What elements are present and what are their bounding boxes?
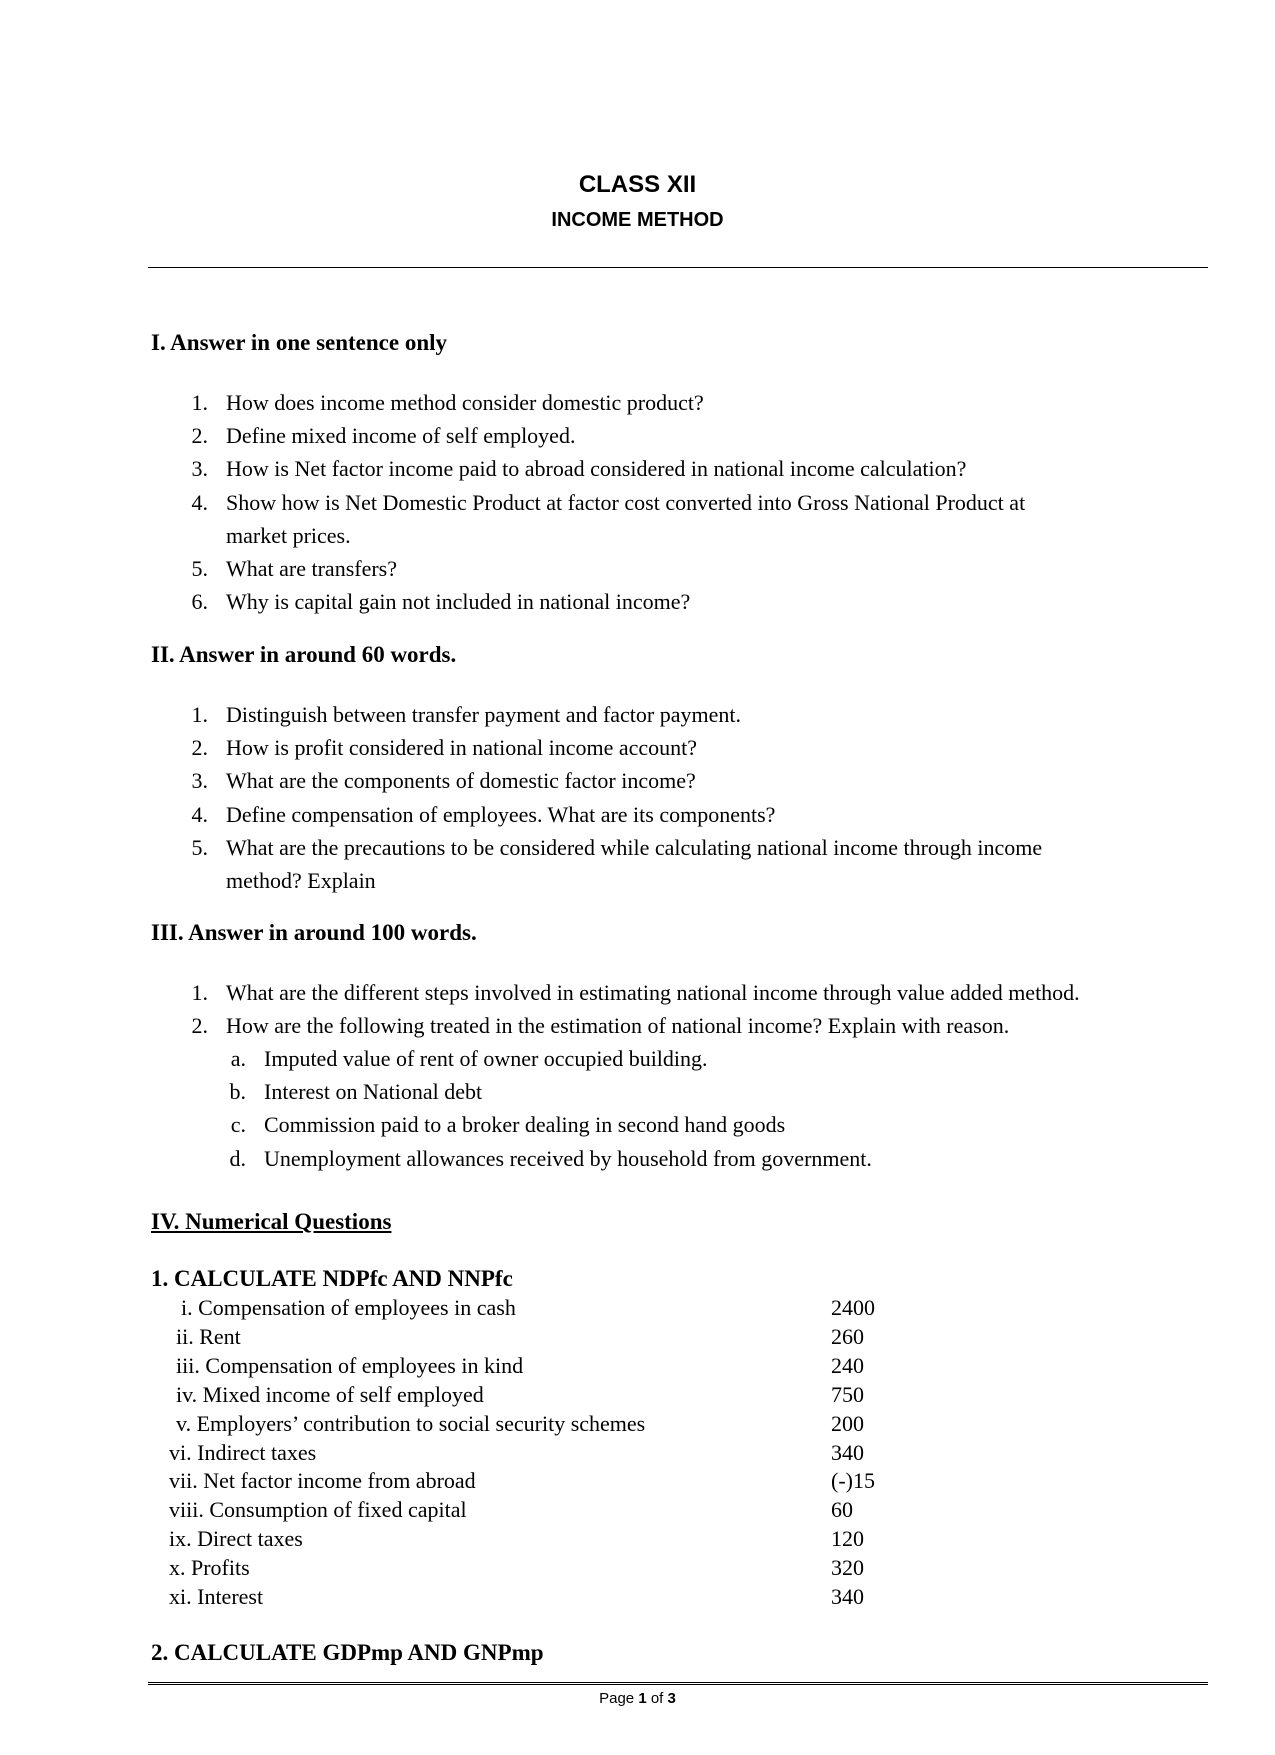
question-number: 6. bbox=[191, 589, 208, 615]
numeric-item-value: 240 bbox=[831, 1352, 864, 1378]
sub-item-text: Imputed value of rent of owner occupied building. bbox=[264, 1046, 708, 1071]
footer-rule bbox=[148, 1682, 1208, 1685]
question-number: 3. bbox=[191, 768, 208, 794]
header-rule bbox=[148, 267, 1208, 268]
question-text: How is Net factor income paid to abroad considered in national income calculation? bbox=[226, 456, 967, 482]
section-1-heading: I. Answer in one sentence only bbox=[151, 330, 448, 355]
numeric-item-value: 2400 bbox=[831, 1295, 875, 1320]
section-3-heading: III. Answer in around 100 words. bbox=[151, 920, 477, 945]
question-text: What are the components of domestic factor income? bbox=[226, 768, 696, 794]
question-number: 2. bbox=[191, 735, 208, 761]
question-number: 4. bbox=[191, 489, 208, 515]
page-footer bbox=[0, 1690, 1275, 1707]
question-number: 1. bbox=[191, 390, 208, 415]
question-text: How is profit considered in national income account? bbox=[226, 735, 698, 761]
question-text: Show how is Net Domestic Product at factor cost converted into Gross National Product at bbox=[226, 489, 1026, 515]
question-number: 4. bbox=[191, 801, 208, 827]
numeric-item-label: viii. Consumption of fixed capital bbox=[169, 1497, 467, 1523]
question-number: 3. bbox=[191, 456, 208, 482]
numeric-item-label: v. Employers’ contribution to social security schemes bbox=[176, 1410, 646, 1436]
numeric-item-value: 60 bbox=[831, 1497, 853, 1523]
footer-page-word: Page bbox=[599, 1690, 635, 1707]
question-text: What are the different steps involved in estimating national income through value added method. bbox=[226, 980, 1080, 1005]
numeric-item-label: x. Profits bbox=[169, 1555, 250, 1581]
section-4-heading: IV. Numerical Questions bbox=[151, 1209, 392, 1234]
question-text: Define compensation of employees. What are its components? bbox=[226, 801, 776, 827]
question-text: How are the following treated in the estimation of national income? Explain with reason. bbox=[226, 1013, 1010, 1039]
numeric-item-label: ii. Rent bbox=[176, 1323, 241, 1349]
question-text: How does income method consider domestic product? bbox=[226, 390, 704, 415]
sub-item-text: Interest on National debt bbox=[264, 1079, 483, 1105]
footer-of-word: of bbox=[650, 1690, 664, 1707]
document-title: CLASS XII bbox=[578, 171, 697, 198]
question-number: 5. bbox=[191, 834, 208, 860]
question-text: What are the precautions to be considered while calculating national income through income bbox=[226, 834, 1043, 860]
numeric-item-label: ix. Direct taxes bbox=[169, 1526, 303, 1552]
question-text: Why is capital gain not included in national income? bbox=[226, 589, 691, 615]
footer-page-number: 1 bbox=[638, 1690, 647, 1707]
numeric-item-value: (-)15 bbox=[831, 1468, 875, 1494]
numeric-item-label: xi. Interest bbox=[169, 1584, 264, 1609]
question-number: 1. bbox=[191, 980, 208, 1005]
numerical-question-1-title: 1. CALCULATE NDPfc AND NNPfc bbox=[151, 1266, 513, 1291]
document-subtitle: INCOME METHOD bbox=[551, 209, 724, 231]
question-text: market prices. bbox=[226, 522, 351, 548]
sub-item-text: Commission paid to a broker dealing in second hand goods bbox=[264, 1112, 786, 1138]
numeric-item-label: i. Compensation of employees in cash bbox=[181, 1295, 516, 1320]
question-number: 2. bbox=[191, 1013, 208, 1039]
question-number: 5. bbox=[191, 556, 208, 581]
numeric-item-value: 750 bbox=[831, 1381, 864, 1407]
numeric-item-value: 260 bbox=[831, 1323, 864, 1349]
question-number: 2. bbox=[191, 423, 208, 449]
sub-item-text: Unemployment allowances received by household from government. bbox=[264, 1145, 872, 1171]
question-text: method? Explain bbox=[226, 867, 376, 893]
numerical-question-2-title: 2. CALCULATE GDPmp AND GNPmp bbox=[151, 1640, 544, 1665]
numeric-item-label: iv. Mixed income of self employed bbox=[176, 1381, 484, 1407]
question-text: Define mixed income of self employed. bbox=[226, 423, 576, 449]
footer-page-total: 3 bbox=[667, 1690, 676, 1707]
numeric-item-value: 340 bbox=[831, 1439, 864, 1465]
sub-item-letter: c. bbox=[230, 1112, 246, 1138]
question-text: What are transfers? bbox=[226, 556, 398, 581]
question-number: 1. bbox=[191, 702, 208, 727]
sub-item-letter: b. bbox=[229, 1079, 246, 1105]
numeric-item-label: iii. Compensation of employees in kind bbox=[176, 1352, 524, 1378]
numeric-item-value: 120 bbox=[831, 1526, 864, 1552]
numeric-item-value: 200 bbox=[831, 1410, 864, 1436]
numeric-item-label: vii. Net factor income from abroad bbox=[169, 1468, 476, 1494]
section-2-heading: II. Answer in around 60 words. bbox=[151, 642, 457, 667]
numeric-item-label: vi. Indirect taxes bbox=[169, 1439, 317, 1465]
sub-item-letter: d. bbox=[229, 1145, 246, 1171]
numeric-item-value: 320 bbox=[831, 1555, 864, 1581]
question-text: Distinguish between transfer payment and factor payment. bbox=[226, 702, 742, 727]
sub-item-letter: a. bbox=[230, 1046, 246, 1071]
numeric-item-value: 340 bbox=[831, 1584, 864, 1609]
